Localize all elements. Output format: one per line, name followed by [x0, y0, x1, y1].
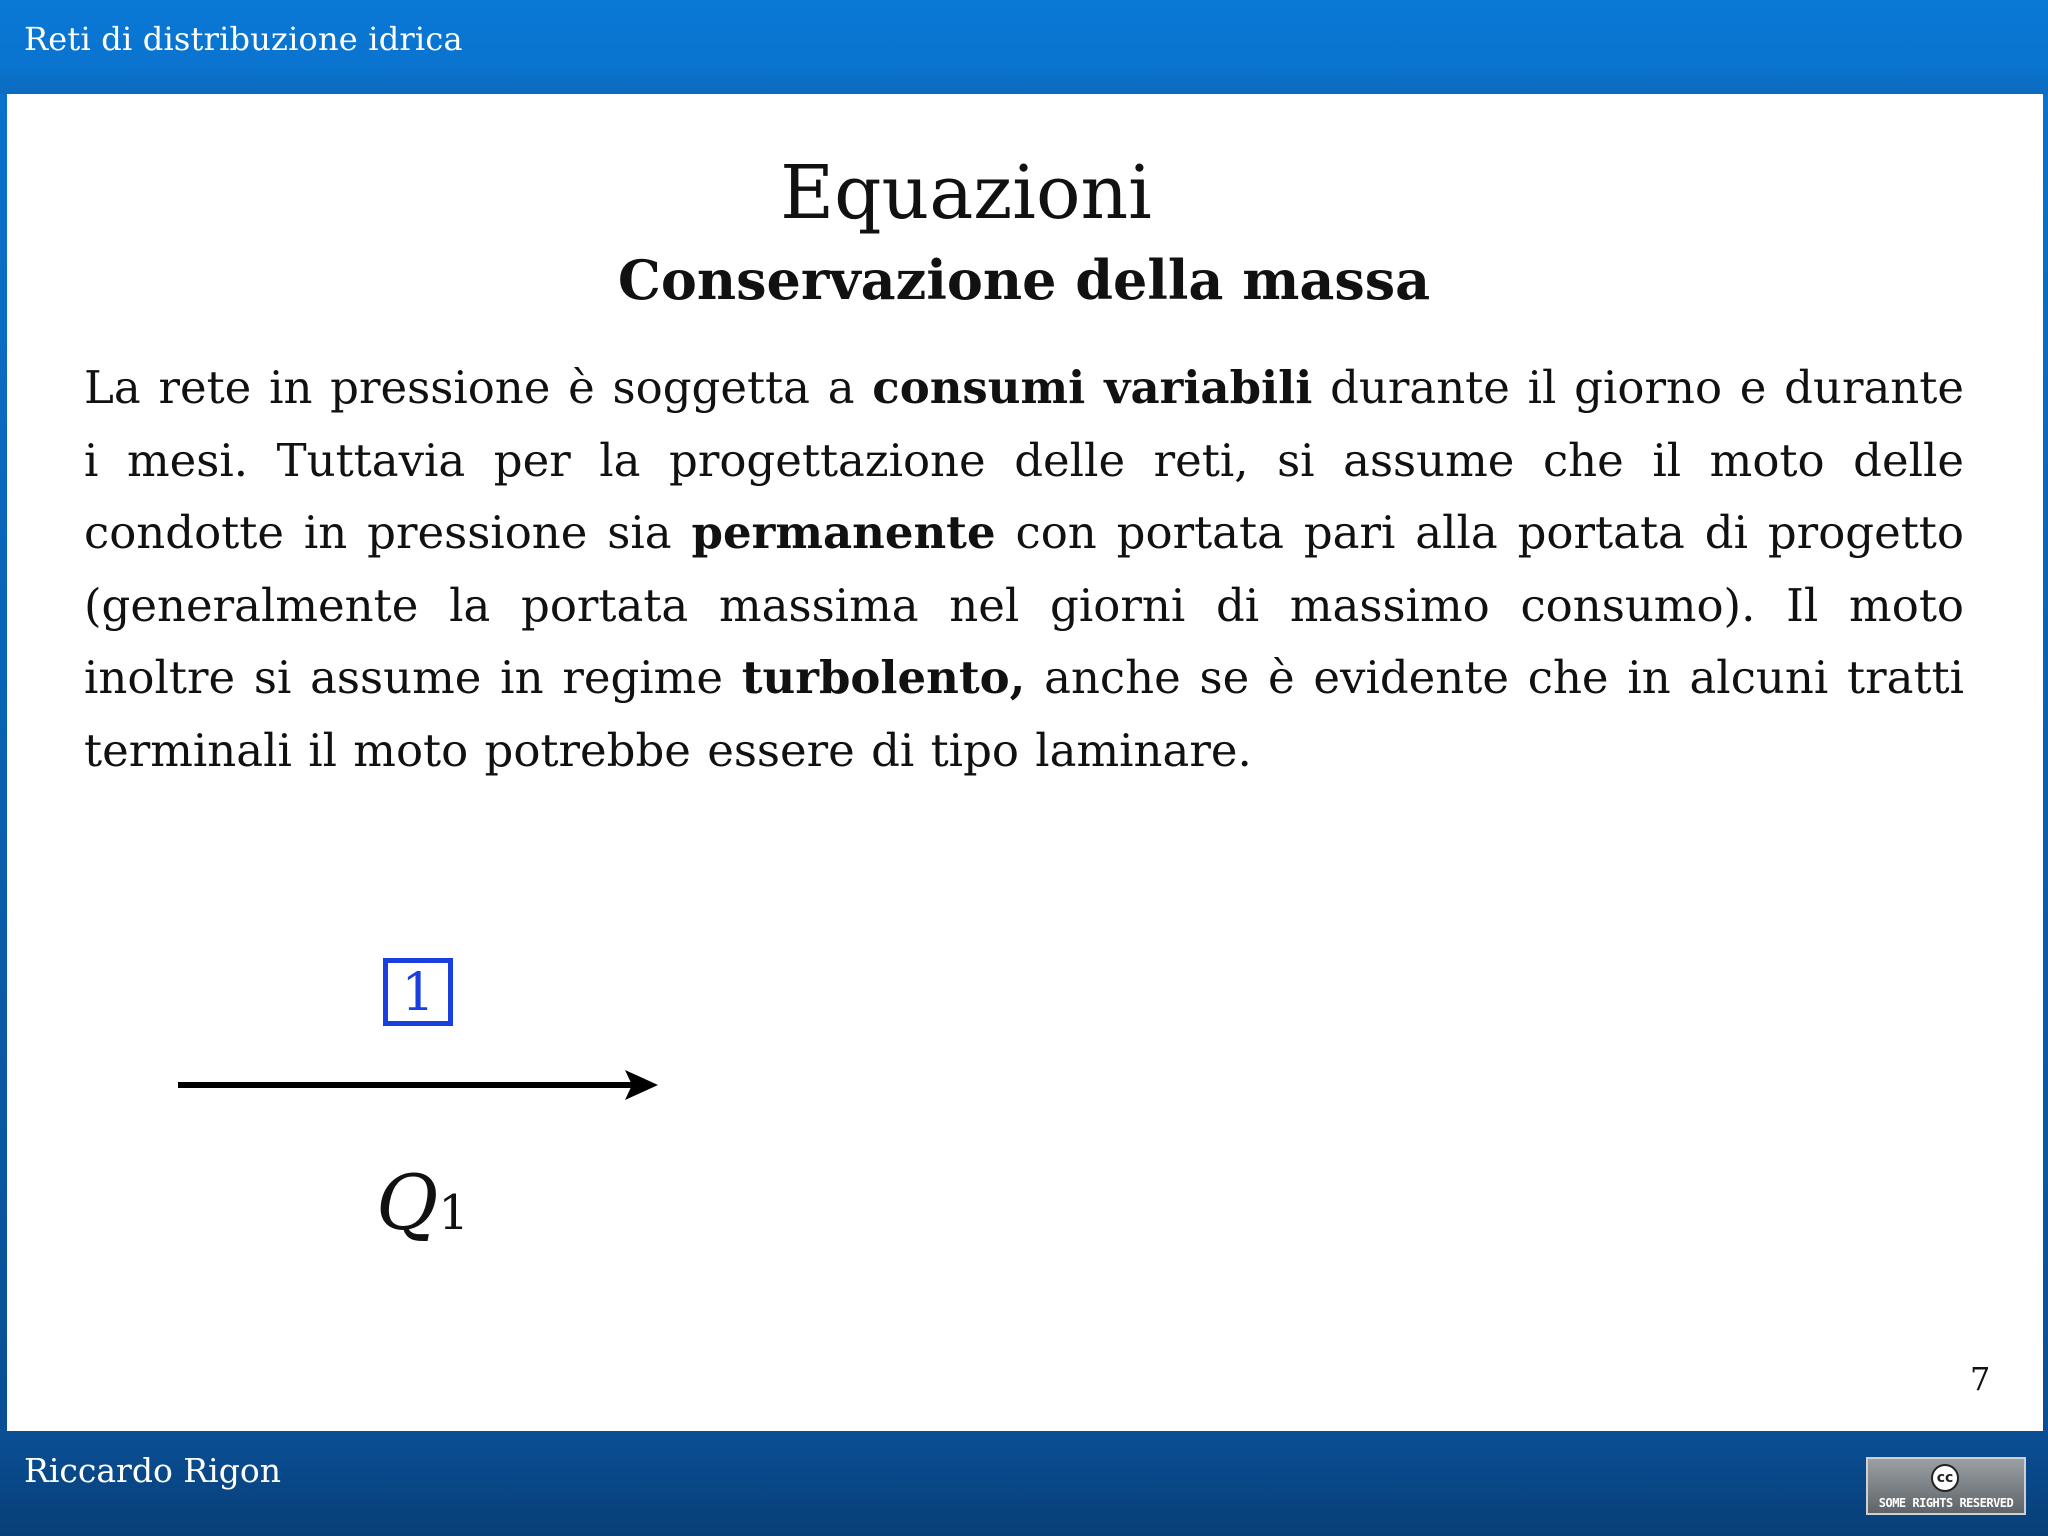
footer-bar — [0, 1431, 2048, 1536]
slide-subtitle: Conservazione della massa — [617, 248, 1431, 312]
emphasis-permanente: permanente — [691, 506, 996, 559]
emphasis-consumi-variabili: consumi variabili — [872, 361, 1313, 414]
flow-rate-symbol: Q — [376, 1158, 439, 1247]
node-label-box: 1 — [383, 958, 453, 1026]
flow-arrow-icon — [170, 1060, 670, 1100]
emphasis-turbolento: turbolento, — [741, 651, 1026, 704]
body-paragraph — [84, 352, 1964, 787]
page-number: 7 — [1970, 1360, 1991, 1398]
paragraph-text: durante il giorno e durante i mesi. Tuttavia per la progettazione delle reti, si assume che il moto delle condotte in pressione sia — [84, 361, 1965, 559]
cc-icon: cc — [1931, 1464, 1959, 1492]
license-badge[interactable] — [1866, 1457, 2026, 1515]
presentation-title: Reti di distribuzione idrica — [24, 20, 463, 58]
paragraph-text: con portata pari alla portata di progetto (generalmente la portata massima nel giorni di massimo consumo). Il moto inoltre si assume in regime — [84, 506, 1964, 704]
paragraph-text: La rete in pressione è soggetta a — [84, 361, 873, 414]
license-text: SOME RIGHTS RESERVED — [1878, 1496, 2014, 1510]
flow-rate-subscript: 1 — [438, 1185, 469, 1241]
paragraph-text: anche se è evidente che in alcuni tratti terminali il moto potrebbe essere di tipo laminare. — [84, 651, 1964, 777]
header-bar — [0, 0, 2048, 94]
slide-title: Equazioni — [780, 150, 1152, 236]
flow-rate-label — [376, 1158, 469, 1247]
author-name: Riccardo Rigon — [24, 1451, 281, 1490]
